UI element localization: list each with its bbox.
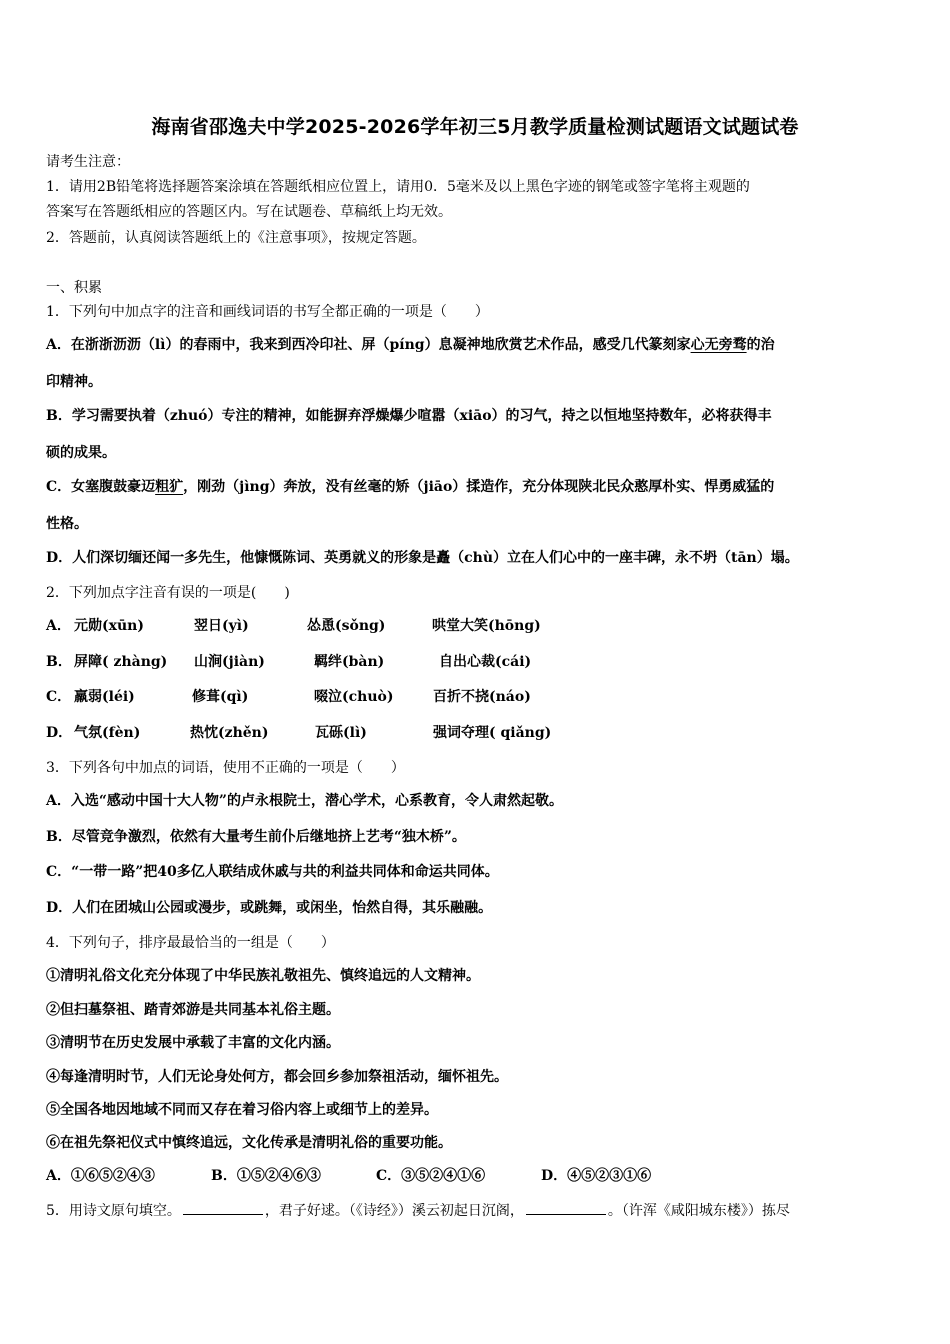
- q2-row-label: B．: [46, 654, 72, 670]
- notice-line-1b: 答案写在答题纸相应的答题区内。写在试题卷、草稿纸上均无效。: [46, 204, 452, 220]
- q1-a-pre: A．在浙浙沥沥（lì）的春雨中，我来到西冷印社、屏（píng）息凝神地欣赏艺术作品，感受几代篆刻家: [46, 337, 691, 353]
- q1-stem: 1．下列句中加点字的注音和画线词语的书写全都正确的一项是（ ）: [46, 304, 489, 320]
- q5-mid2: 。（许浑《咸阳城东楼》）拣尽: [607, 1203, 790, 1219]
- q3-option-c: C．“一带一路”把40多亿人联结成休戚与共的利益共同体和命运共同体。: [46, 864, 499, 880]
- q3-option-d: D．人们在团城山公园或漫步，或跳舞，或闲坐，怡然自得，其乐融融。: [46, 900, 493, 916]
- q4-sentence-4: ④每逢清明时节，人们无论身处何方，都会回乡参加祭祖活动，缅怀祖先。: [46, 1069, 508, 1085]
- q2-item: 元勋(xūn): [74, 618, 144, 634]
- q2-stem: 2．下列加点字注音有误的一项是( ): [46, 585, 290, 601]
- q2-item: 羁绊(bàn): [314, 654, 385, 670]
- q2-row-d: [46, 723, 551, 743]
- q1-a-post: 的治: [746, 337, 775, 353]
- q2-row-a: [46, 616, 541, 636]
- q1-option-b: B．学习需要执着（zhuó）专注的精神，如能摒弃浮燥爆少喧嚣（xiāo）的习气，持之以恒地坚持数年，必将获得丰: [46, 408, 772, 424]
- page-title: 海南省邵逸夫中学2025-2026学年初三5月教学质量检测试题语文试题试卷: [151, 116, 799, 138]
- q3-option-a: A．入选“感动中国十大人物”的卢永根院士，潜心学术，心系教育，令人肃然起敬。: [46, 793, 563, 809]
- q2-item: 屏障( zhàng): [74, 654, 168, 670]
- q5-line: [46, 1200, 790, 1221]
- q3-stem: 3．下列各句中加点的词语，使用不正确的一项是（ ）: [46, 760, 405, 776]
- q4-option: A．①⑥⑤②④③: [46, 1168, 155, 1184]
- q4-option: D．④⑤②③①⑥: [541, 1168, 652, 1184]
- q4-option: C．③⑤②④①⑥: [376, 1168, 486, 1184]
- q5-pre: 5．用诗文原句填空。: [46, 1203, 181, 1219]
- q3-option-b: B．尽管竞争激烈，依然有大量考生前仆后继地挤上艺考“独木桥”。: [46, 829, 466, 845]
- q1-c-post: ，刚劲（jìng）奔放，没有丝毫的矫（jiāo）揉造作，充分体现陕北民众憨厚朴实、悍勇威猛的: [183, 479, 775, 495]
- q4-sentence-6: ⑥在祖先祭祀仪式中慎终追远，文化传承是清明礼俗的重要功能。: [46, 1135, 452, 1151]
- q1-option-c-cont: 性格。: [46, 516, 88, 532]
- notice-heading: 请考生注意：: [46, 154, 130, 170]
- q2-row-label: A．: [46, 618, 71, 634]
- q2-item: 强词夺理( qiǎng): [433, 725, 552, 741]
- q2-item: 修葺(qì): [192, 689, 249, 705]
- q1-c-underlined: 粗犷: [155, 479, 184, 495]
- notice-line-1: 1．请用2B铅笔将选择题答案涂填在答题纸相应位置上，请用0．5毫米及以上黑色字迹的钢笔或签字笔将主观题的: [46, 179, 750, 195]
- q1-option-d: D．人们深切缅还闻一多先生，他慷慨陈词、英勇就义的形象是矗（chù）立在人们心中的一座丰碑，永不坍（tān）塌。: [46, 550, 799, 566]
- q2-item: 哄堂大笑(hōng): [432, 618, 541, 634]
- q1-option-a: [46, 335, 775, 355]
- q4-sentence-1: ①清明礼俗文化充分体现了中华民族礼敬祖先、慎终追远的人文精神。: [46, 968, 480, 984]
- q5-mid1: ，君子好逑。（《诗经》）溪云初起日沉阁，: [264, 1203, 524, 1219]
- q2-row-label: C．: [46, 689, 72, 705]
- q4-sentence-3: ③清明节在历史发展中承载了丰富的文化内涵。: [46, 1035, 340, 1051]
- q2-item: 羸弱(léi): [74, 689, 135, 705]
- q1-option-b-cont: 硕的成果。: [46, 445, 116, 461]
- q2-item: 怂恿(sǒng): [307, 618, 386, 634]
- q2-item: 翌日(yì): [194, 618, 249, 634]
- q4-option: B．①⑤②④⑥③: [211, 1168, 321, 1184]
- q2-item: 热忱(zhěn): [190, 725, 269, 741]
- q2-item: 气氛(fèn): [74, 725, 141, 741]
- q2-item: 啜泣(chuò): [314, 689, 394, 705]
- answer-blank-2[interactable]: [526, 1200, 606, 1215]
- q1-option-a-cont: 印精神。: [46, 374, 102, 390]
- q2-item: 百折不挠(náo): [433, 689, 531, 705]
- q2-row-label: D．: [46, 725, 73, 741]
- q2-row-c: [46, 687, 531, 707]
- section-heading: 一、积累: [46, 280, 102, 296]
- q1-a-underlined: 心无旁骛: [690, 337, 747, 353]
- q4-stem: 4．下列句子，排序最最恰当的一组是（ ）: [46, 935, 335, 951]
- notice-line-2: 2．答题前，认真阅读答题纸上的《注意事项》，按规定答题。: [46, 230, 426, 246]
- q2-row-b: [46, 652, 531, 672]
- q4-sentence-2: ②但扫墓祭祖、踏青郊游是共同基本礼俗主题。: [46, 1002, 340, 1018]
- q4-sentence-5: ⑤全国各地因地域不同而又存在着习俗内容上或细节上的差异。: [46, 1102, 438, 1118]
- q2-item: 瓦砾(lì): [315, 725, 367, 741]
- q4-options: [46, 1166, 651, 1186]
- q2-item: 山涧(jiàn): [194, 654, 265, 670]
- q2-item: 自出心裁(cái): [439, 654, 532, 670]
- answer-blank-1[interactable]: [183, 1200, 263, 1215]
- q1-option-c: [46, 477, 774, 497]
- q1-c-pre: C．女塞腹鼓豪迈: [46, 479, 156, 495]
